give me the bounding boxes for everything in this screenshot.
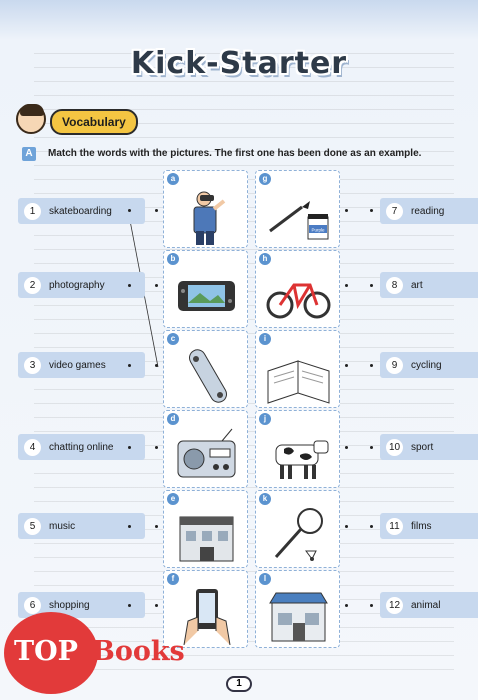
- word-label: shopping: [49, 599, 90, 611]
- word-cycling: [380, 352, 478, 378]
- word-label: chatting online: [49, 441, 114, 453]
- word-number: 4: [24, 439, 41, 456]
- match-dot[interactable]: [128, 446, 131, 449]
- paint-label: Purple: [311, 227, 325, 233]
- match-dot[interactable]: [370, 604, 373, 607]
- radio-icon: [174, 427, 239, 485]
- exercise-letter: A: [22, 147, 36, 161]
- picture-j[interactable]: [255, 410, 340, 488]
- game-console-icon: [174, 267, 239, 325]
- word-number: 10: [386, 439, 403, 456]
- picture-g[interactable]: [255, 170, 340, 248]
- exercise-instruction: Match the words with the pictures. The first one has been done as an example.: [48, 148, 422, 159]
- picture-letter: d: [167, 413, 179, 425]
- picture-letter: e: [167, 493, 179, 505]
- cinema-building-icon: [174, 507, 239, 565]
- word-number: 2: [24, 277, 41, 294]
- word-number: 6: [24, 597, 41, 614]
- word-label: reading: [411, 205, 445, 217]
- logo-books-text: Books: [92, 636, 185, 667]
- bicycle-icon: [266, 267, 331, 325]
- picture-c[interactable]: [163, 330, 248, 408]
- match-dot[interactable]: [128, 364, 131, 367]
- word-number: 12: [386, 597, 403, 614]
- word-number: 9: [386, 357, 403, 374]
- page-number: 1: [226, 676, 252, 692]
- match-dot[interactable]: [345, 364, 348, 367]
- match-dot[interactable]: [370, 284, 373, 287]
- match-dot[interactable]: [345, 284, 348, 287]
- match-dot[interactable]: [155, 364, 158, 367]
- match-dot[interactable]: [345, 525, 348, 528]
- logo-top-text: TOP: [14, 636, 78, 667]
- match-dot[interactable]: [128, 604, 131, 607]
- match-dot[interactable]: [370, 364, 373, 367]
- word-skateboarding: [18, 198, 145, 224]
- picture-letter: c: [167, 333, 179, 345]
- word-number: 7: [386, 203, 403, 220]
- word-label: animal: [411, 599, 441, 611]
- match-dot[interactable]: [370, 446, 373, 449]
- binoculars-person-icon: [174, 187, 239, 245]
- skateboard-icon: [174, 347, 239, 405]
- word-video-games: [18, 352, 145, 378]
- word-number: 1: [24, 203, 41, 220]
- picture-letter: j: [259, 413, 271, 425]
- picture-letter: g: [259, 173, 271, 185]
- match-dot[interactable]: [155, 284, 158, 287]
- word-label: video games: [49, 359, 106, 371]
- word-label: films: [411, 520, 432, 532]
- picture-b[interactable]: [163, 250, 248, 328]
- shop-building-icon: [266, 587, 331, 645]
- word-number: 5: [24, 518, 41, 535]
- word-reading: [380, 198, 478, 224]
- word-photography: [18, 272, 145, 298]
- match-dot[interactable]: [128, 284, 131, 287]
- word-label: sport: [411, 441, 434, 453]
- picture-letter: i: [259, 333, 271, 345]
- paintbrush-and-paint-icon: [266, 187, 331, 245]
- picture-l[interactable]: [255, 570, 340, 648]
- picture-h[interactable]: [255, 250, 340, 328]
- word-label: music: [49, 520, 76, 532]
- match-dot[interactable]: [370, 209, 373, 212]
- match-dot[interactable]: [155, 446, 158, 449]
- word-number: 3: [24, 357, 41, 374]
- picture-i[interactable]: [255, 330, 340, 408]
- word-number: 11: [386, 518, 403, 535]
- picture-letter: b: [167, 253, 179, 265]
- vocabulary-label: Vocabulary: [50, 109, 138, 135]
- picture-d[interactable]: [163, 410, 248, 488]
- picture-k[interactable]: [255, 490, 340, 568]
- match-dot[interactable]: [155, 525, 158, 528]
- picture-e[interactable]: [163, 490, 248, 568]
- page-title: Kick-Starter: [130, 46, 348, 81]
- match-dot[interactable]: [370, 525, 373, 528]
- match-dot[interactable]: [345, 604, 348, 607]
- word-music: [18, 513, 145, 539]
- word-animal: [380, 592, 478, 618]
- cow-icon: [266, 427, 331, 485]
- word-sport: [380, 434, 478, 460]
- match-dot[interactable]: [128, 525, 131, 528]
- picture-a[interactable]: [163, 170, 248, 248]
- word-label: photography: [49, 279, 105, 291]
- match-dot[interactable]: [345, 446, 348, 449]
- match-dot[interactable]: [155, 209, 158, 212]
- word-chatting-online: [18, 434, 145, 460]
- match-dot[interactable]: [155, 604, 158, 607]
- picture-letter: h: [259, 253, 271, 265]
- word-label: art: [411, 279, 423, 291]
- picture-letter: f: [167, 573, 179, 585]
- word-label: skateboarding: [49, 205, 112, 217]
- match-dot[interactable]: [128, 209, 131, 212]
- open-book-icon: [266, 347, 331, 405]
- word-art: [380, 272, 478, 298]
- word-films: [380, 513, 478, 539]
- picture-letter: a: [167, 173, 179, 185]
- word-label: cycling: [411, 359, 442, 371]
- picture-letter: k: [259, 493, 271, 505]
- word-number: 8: [386, 277, 403, 294]
- picture-letter: l: [259, 573, 271, 585]
- badminton-racket-icon: [266, 507, 331, 565]
- match-dot[interactable]: [345, 209, 348, 212]
